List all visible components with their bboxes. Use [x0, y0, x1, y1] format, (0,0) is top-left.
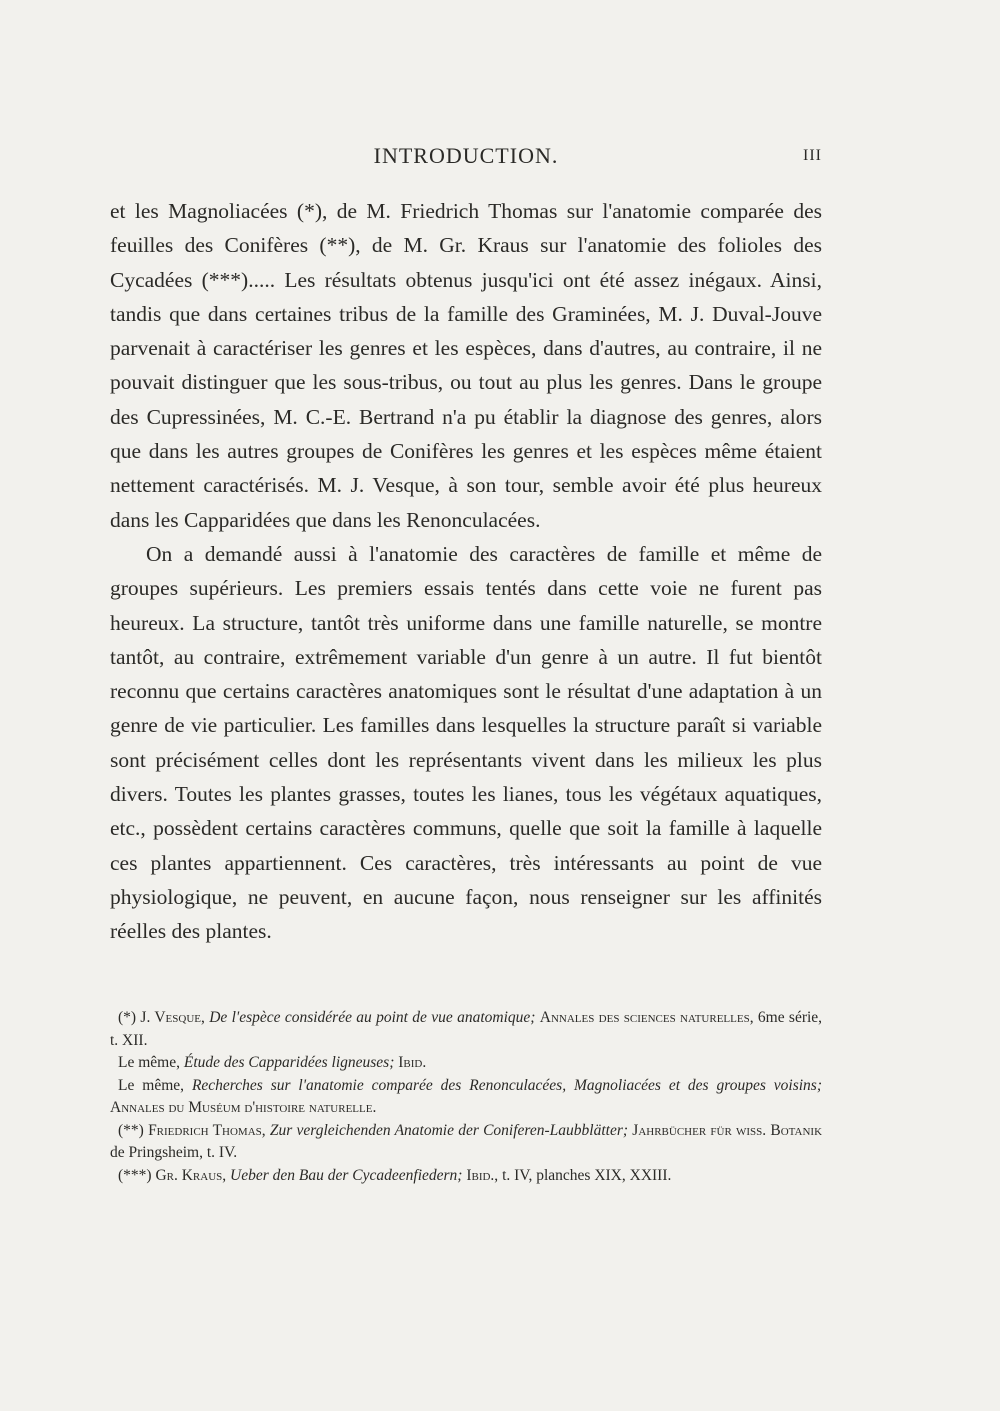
footnote-rest: t. IV, planches XIX, XXIII.	[502, 1166, 672, 1184]
footnote-source: Ibid.	[398, 1054, 427, 1071]
footnote-marker: (***)	[118, 1166, 152, 1184]
footnote-1	[110, 1007, 822, 1052]
footnote-rest: 6me série, t. XII.	[110, 1009, 823, 1049]
footnote-author: Friedrich Thomas,	[148, 1121, 266, 1139]
footnote-title: Zur vergleichenden Anatomie der Coniferen-Laubblätter;	[269, 1121, 629, 1139]
footnote-marker: (*)	[118, 1009, 137, 1026]
footnote-3	[110, 1075, 822, 1120]
running-title: INTRODUCTION.	[373, 143, 559, 168]
footnote-title: Étude des Capparidées ligneuses;	[183, 1054, 395, 1071]
paragraph-2: On a demandé aussi à l'anatomie des caractères de famille et même de groupes supérieurs. Les premiers essais tentés dans cette voie ne furent pas heureux. La structure, tantôt très uniforme dans une famille naturelle, se montre tantôt, au contraire, extrêmement variable d'un genre à un autre. Il fut bientôt reconnu que certains caractères anatomiques sont le résultat d'une adaptation à un genre de vie particulier. Les familles dans lesquelles la structure paraît si variable sont précisément celles dont les représentants vivent dans les milieux les plus divers. Toutes les plantes grasses, toutes les lianes, tous les végétaux aquatiques, etc., possèdent certains caractères communs, quelle que soit la famille à laquelle ces plantes appartiennent. Ces caractères, très intéressants au point de vue physiologique, ne peuvent, en aucune façon, nous renseigner sur les affinités réelles des plantes.	[110, 541, 822, 944]
footnote-2	[110, 1052, 822, 1075]
footnote-source: Annales du Muséum d'histoire naturelle.	[110, 1099, 377, 1116]
footnote-source: Ibid.,	[466, 1166, 499, 1184]
footnote-author: Gr. Kraus,	[155, 1166, 227, 1184]
footnotes	[110, 1007, 822, 1187]
footnote-title: De l'espèce considérée au point de vue anatomique;	[209, 1009, 536, 1026]
footnote-5	[110, 1165, 822, 1188]
footnote-prefix: Le même,	[118, 1076, 185, 1094]
footnote-source: Jahrbücher für wiss. Botanik	[632, 1121, 823, 1139]
footnote-title: Ueber den Bau der Cycadeenfiedern;	[230, 1166, 463, 1184]
paragraph-1: et les Magnoliacées (*), de M. Friedrich Thomas sur l'anatomie comparée des feuilles des Conifères (**), de M. Gr. Kraus sur l'anatomie des folioles des Cycadées (***)..... Les résultats obtenus jusqu'ici ont été assez inégaux. Ainsi, tandis que dans certaines tribus de la famille des Graminées, M. J. Duval-Jouve parvenait à caractériser les genres et les espèces, dans d'autres, au contraire, il ne pouvait distinguer que les sous-tribus, ou tout au plus les genres. Dans le groupe des Cupressinées, M. C.-E. Bertrand n'a pu établir la diagnose des genres, alors que dans les autres groupes de Conifères les genres et les espèces même étaient nettement caractérisés. M. J. Vesque, à son tour, semble avoir été plus heureux dans les Capparidées que dans les Renonculacées.	[110, 199, 822, 532]
footnote-author: J. Vesque,	[140, 1009, 205, 1026]
body-text	[110, 194, 822, 949]
footnote-prefix: Le même,	[118, 1054, 180, 1071]
footnote-rest: de Pringsheim, t. IV.	[110, 1144, 238, 1161]
page-number: III	[803, 147, 822, 164]
footnote-marker: (**)	[118, 1121, 144, 1139]
footnote-4	[110, 1120, 822, 1165]
footnote-title: Recherches sur l'anatomie comparée des Renonculacées, Magnoliacées et des groupes voisins;	[191, 1076, 823, 1094]
footnote-source: Annales des sciences naturelles,	[539, 1009, 754, 1026]
page-header	[110, 143, 822, 173]
